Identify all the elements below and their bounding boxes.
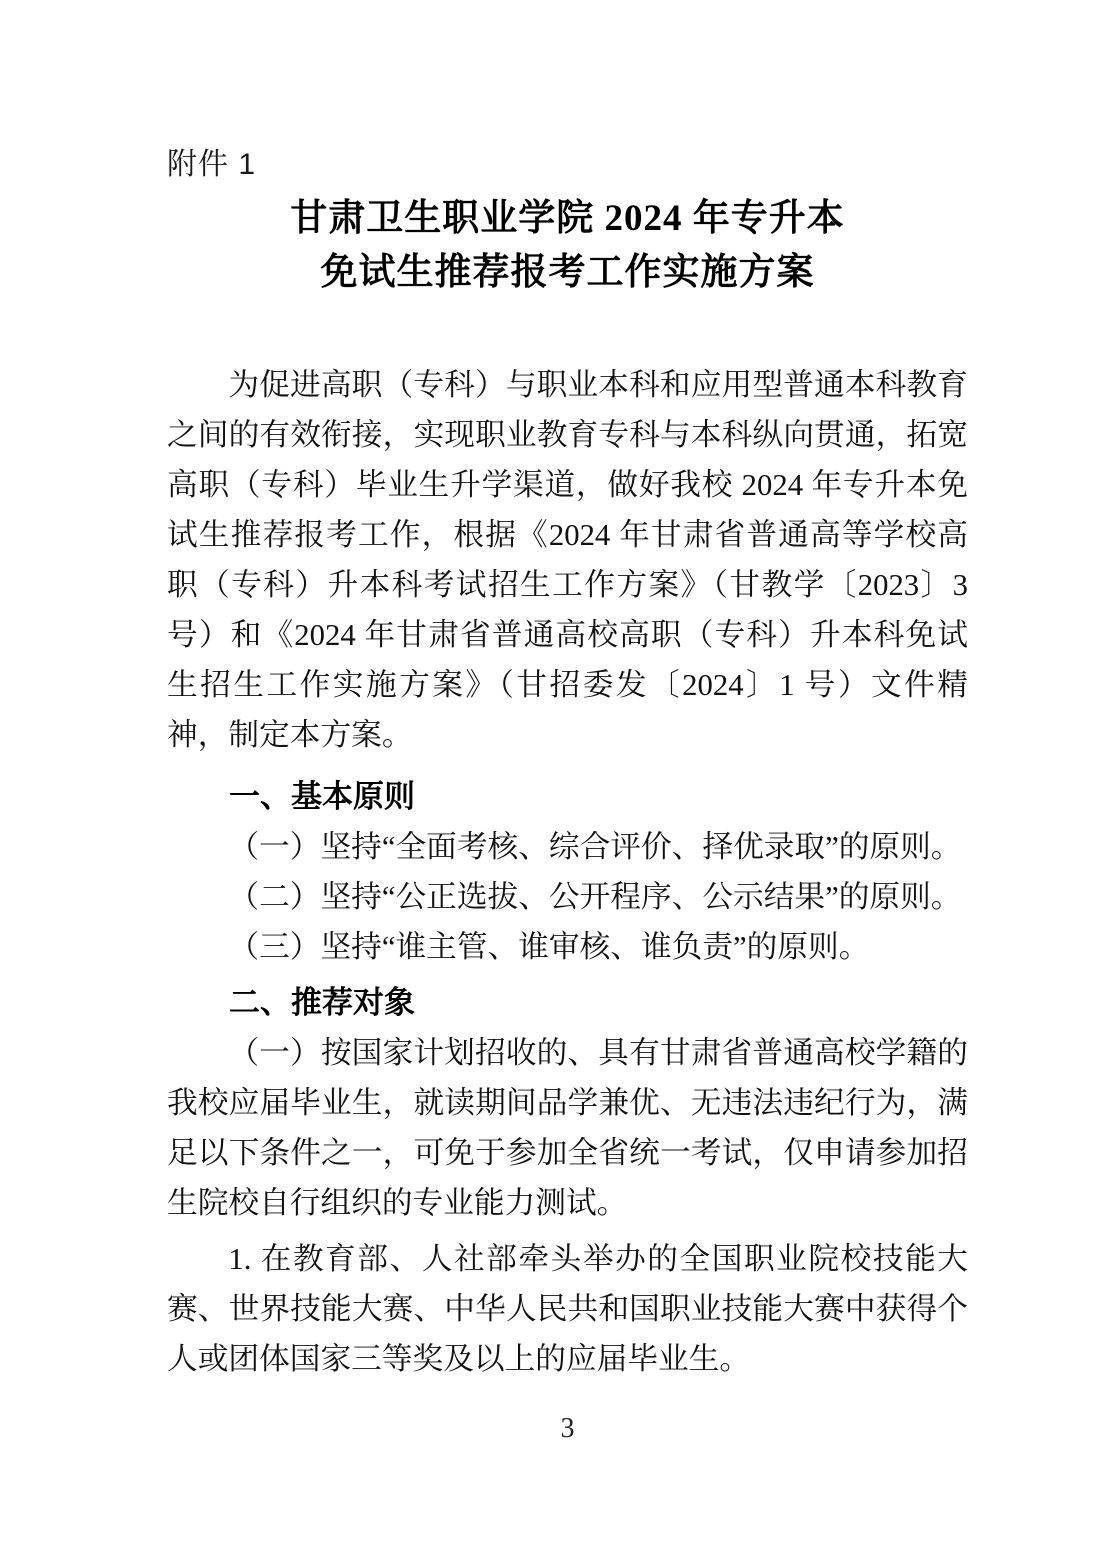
principle-item-1: （一）坚持“全面考核、综合评价、择优录取”的原则。 xyxy=(228,830,962,864)
intro-paragraph: 为促进高职（专科）与职业本科和应用型普通本科教育之间的有效衔接，实现职业教育专科与本科纵向贯通，拓宽高职（专科）毕业生升学渠道，做好我校 2024 年专升本免试生推荐报考工作，根据《2024 年甘肃省普通高等学校高职（专科）升本科考试招生工作方案》（甘教学〔2023〕3 号）和《2024 年甘肃省普通高校高职（专科）升本科免试生招生工作实施方案》（甘招委发〔2024〕1 号）文件精神，制定本方案。 xyxy=(167,368,968,752)
document-body xyxy=(167,360,968,1384)
attachment-label: 附件 1 xyxy=(167,148,257,181)
document-content xyxy=(167,146,968,1384)
award-condition-item: 1. 在教育部、人社部牵头举办的全国职业院校技能大赛、世界技能大赛、中华人民共和国职业技能大赛中获得个人或团体国家三等奖及以上的应届毕业生。 xyxy=(167,1242,968,1376)
principle-item-2: （二）坚持“公正选拔、公开程序、公示结果”的原则。 xyxy=(228,880,962,914)
section-heading-basic-principles: 一、基本原则 xyxy=(229,779,415,814)
title-line-1: 甘肃卫生职业学院 2024 年专升本 xyxy=(290,198,845,239)
title-line-2: 免试生推荐报考工作实施方案 xyxy=(320,252,815,293)
page-number: 3 xyxy=(560,1413,575,1444)
section-heading-recommendation-targets: 二、推荐对象 xyxy=(229,985,415,1020)
recommendation-eligibility-paragraph: （一）按国家计划招收的、具有甘肃省普通高校学籍的我校应届毕业生，就读期间品学兼优、无违法违纪行为，满足以下条件之一，可免于参加全省统一考试，仅申请参加招生院校自行组织的专业能力测试。 xyxy=(167,1036,968,1220)
document-title xyxy=(167,192,968,300)
principle-item-3: （三）坚持“谁主管、谁审核、谁负责”的原则。 xyxy=(228,930,870,964)
